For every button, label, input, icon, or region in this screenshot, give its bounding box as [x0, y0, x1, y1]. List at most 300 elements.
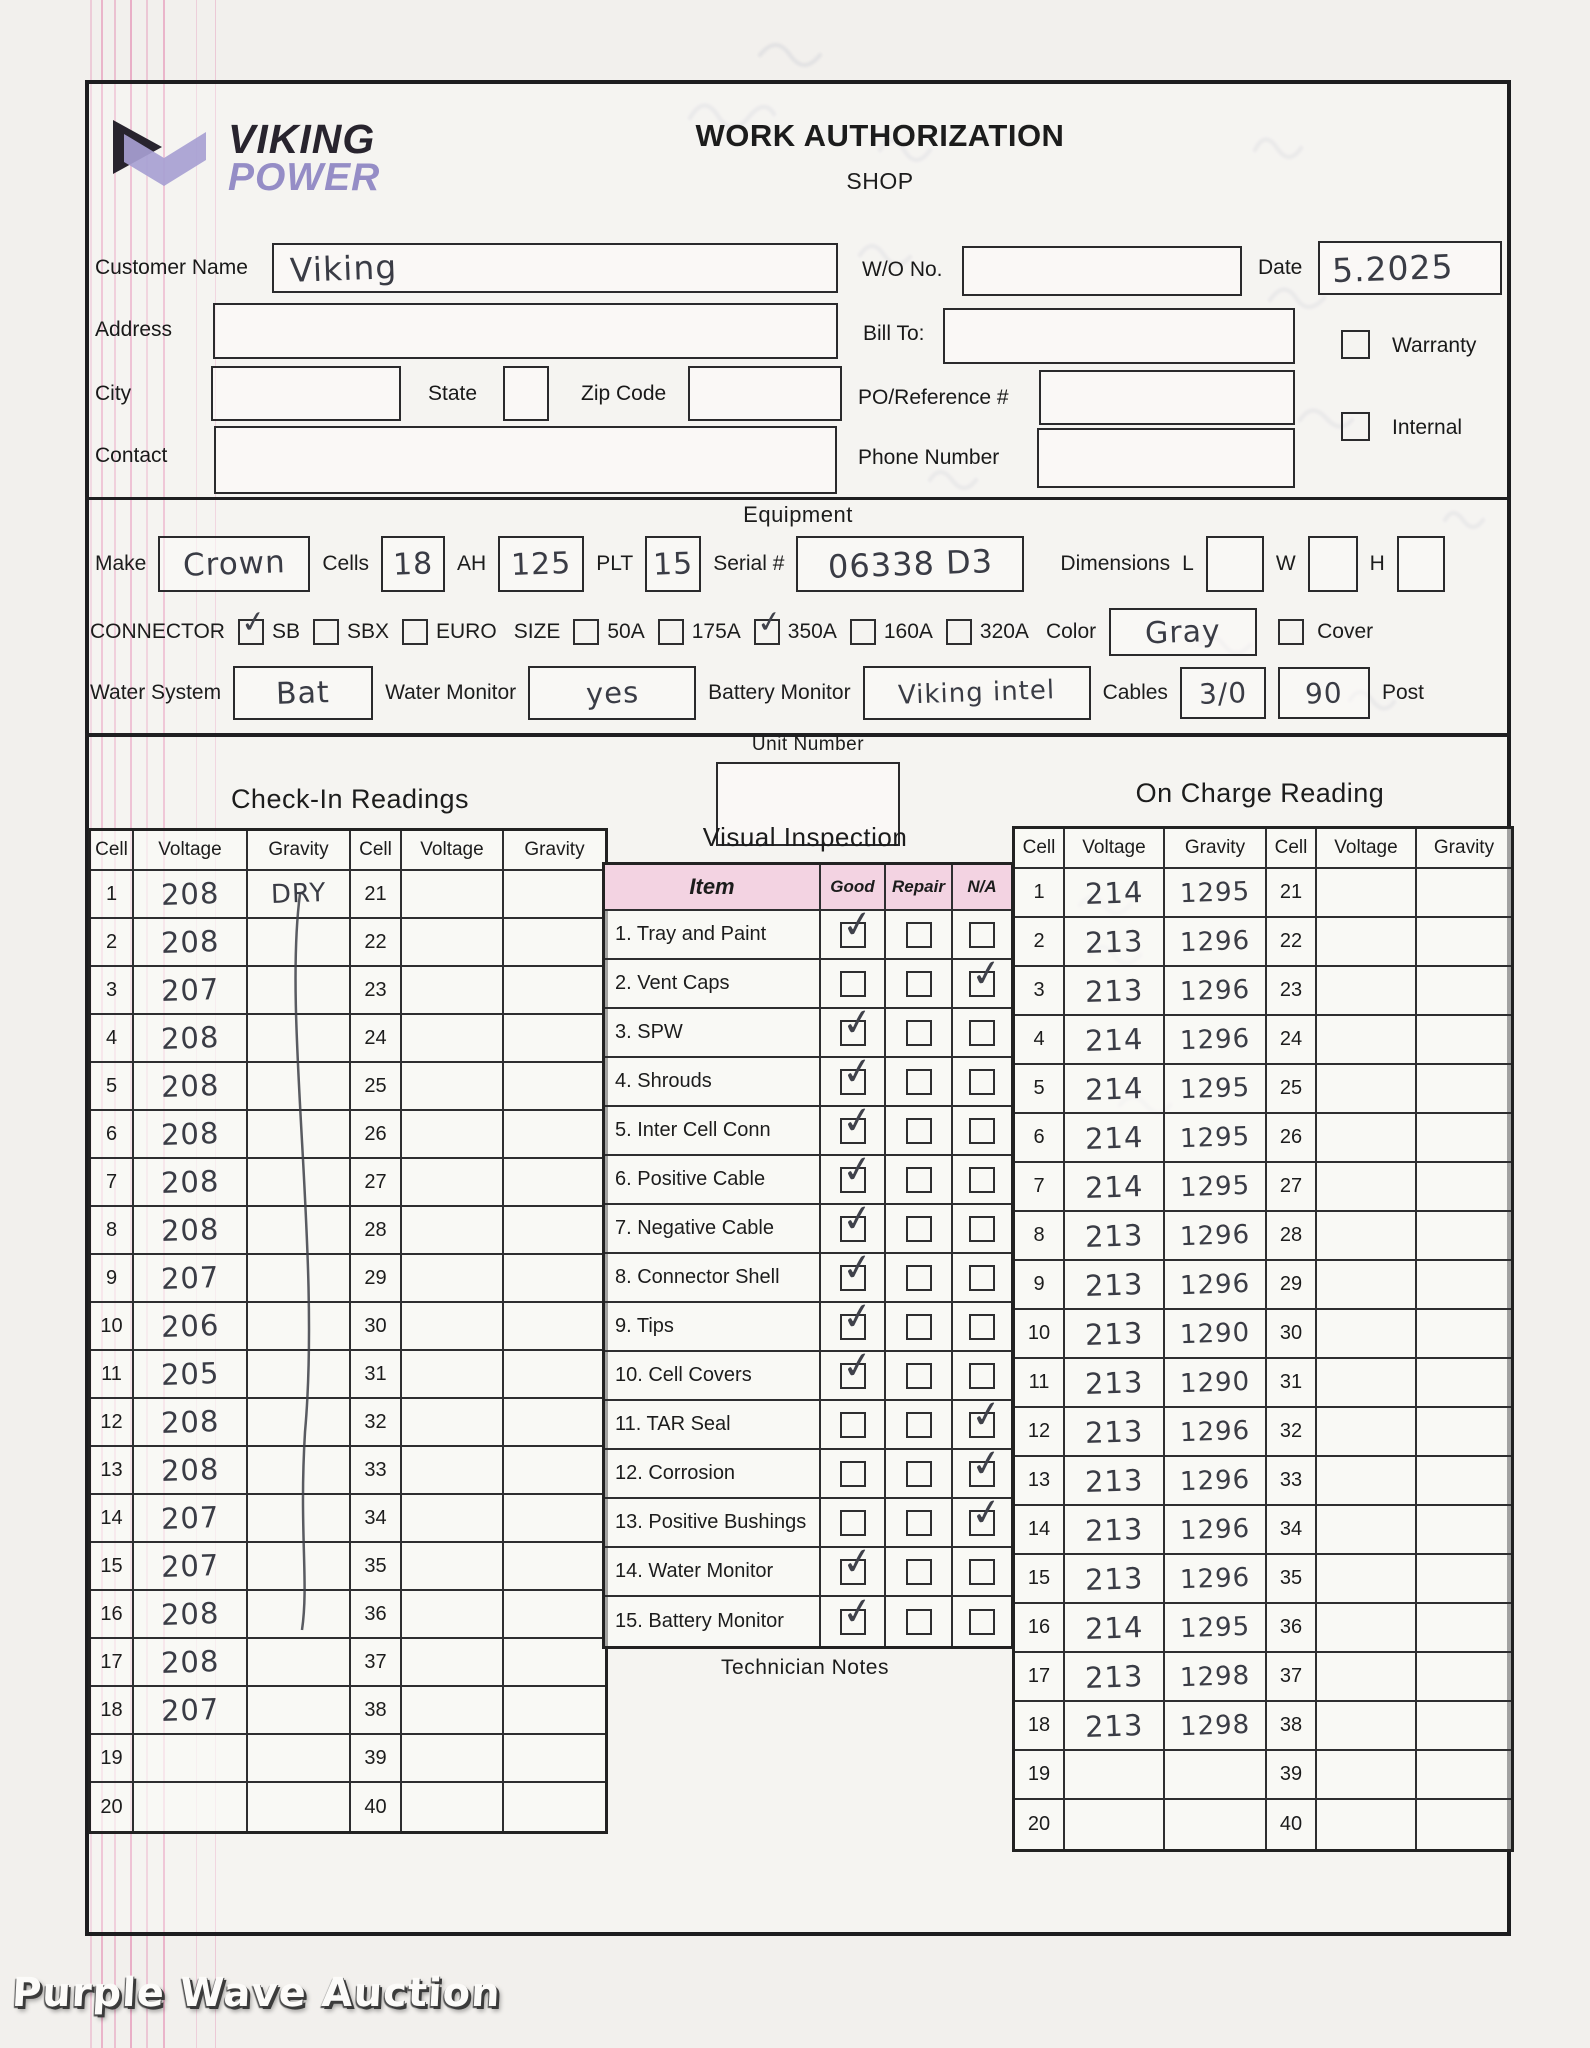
reading-value-cell: [1317, 1555, 1417, 1604]
cell-number: [1267, 1261, 1317, 1310]
date-field: [1318, 241, 1502, 295]
handwritten-reading: 1296: [1179, 974, 1251, 1007]
checkbox: [838, 1292, 876, 1340]
cell-number: [351, 1399, 402, 1447]
cells-field: [381, 536, 445, 592]
cell-number: [1267, 1506, 1317, 1555]
printed-cell-number: 24: [1279, 1028, 1303, 1050]
cell-number: [1267, 1359, 1317, 1408]
connector-option-euro: [402, 619, 497, 645]
checkin-readings-title: Check-In Readings: [230, 784, 470, 814]
cell-number: [1015, 1457, 1065, 1506]
reading-value-cell: [134, 1591, 248, 1639]
viking-power-logo-icon: [110, 112, 214, 204]
cell-number: [91, 1591, 134, 1639]
reading-value-cell: [1065, 1702, 1165, 1751]
reading-value-cell: [1417, 967, 1511, 1016]
reading-value-cell: [1165, 1457, 1267, 1506]
date-handwritten-value: 5.2025: [1331, 246, 1455, 290]
reading-value-cell: [402, 967, 504, 1015]
logo-text-viking: VIKING: [228, 116, 376, 162]
wo-number-label: W/O No.: [862, 258, 943, 281]
inspection-col-header: Good: [821, 865, 886, 911]
reading-value-cell: [1417, 1114, 1511, 1163]
customer-name-handwritten-value: Viking: [289, 246, 398, 290]
printed-cell-number: 39: [364, 1746, 387, 1769]
reading-value-cell: [1065, 1408, 1165, 1457]
checkbox: [906, 1118, 932, 1144]
printed-cell-number: 1: [1033, 881, 1045, 903]
reading-col-header: Voltage: [402, 831, 504, 871]
reading-value-cell: [504, 1639, 605, 1687]
option-label: 320A: [979, 620, 1029, 643]
printed-cell-number: 4: [1033, 1028, 1045, 1050]
reading-value-cell: [402, 1303, 504, 1351]
inspection-item-label: 15. Battery Monitor: [605, 1597, 821, 1646]
size-options: [573, 603, 1029, 645]
dimension-l-label: L: [1182, 552, 1194, 575]
printed-cell-number: 19: [1027, 1763, 1051, 1785]
handwritten-reading: 214: [1084, 1609, 1144, 1646]
bill-to-label: Bill To:: [863, 322, 925, 345]
printed-cell-number: 26: [1279, 1126, 1303, 1148]
inspection-cell-repair: [886, 1401, 953, 1450]
reading-value-cell: [1065, 1016, 1165, 1065]
reading-value-cell: [504, 1303, 605, 1351]
cell-number: [1267, 1653, 1317, 1702]
printed-cell-number: 14: [1027, 1518, 1051, 1540]
cell-number: [351, 1639, 402, 1687]
reading-col-header: Voltage: [1317, 829, 1417, 869]
visual-inspection-title: Visual Inspection: [702, 822, 908, 852]
water-system-field: [233, 666, 373, 720]
address-label: Address: [95, 318, 173, 341]
reading-value-cell: [248, 1447, 351, 1495]
cell-number: [91, 1063, 134, 1111]
inspection-item-label: 11. TAR Seal: [605, 1401, 821, 1450]
cell-number: [91, 1687, 134, 1735]
reading-value-cell: [134, 967, 248, 1015]
size-option-350a: [754, 603, 837, 645]
cell-number: [351, 1735, 402, 1783]
inspection-cell-repair: [886, 1009, 953, 1058]
checkbox: [840, 971, 866, 997]
color-field: [1109, 608, 1257, 656]
cell-number: [351, 1591, 402, 1639]
checkbox: [838, 1145, 876, 1193]
reading-value-cell: [1317, 1800, 1417, 1849]
cell-number: [91, 967, 134, 1015]
on-charge-reading-title: On Charge Reading: [1135, 778, 1385, 808]
reading-value-cell: [402, 1351, 504, 1399]
reading-value-cell: [134, 1255, 248, 1303]
printed-cell-number: 20: [100, 1795, 123, 1818]
reading-value-cell: [1065, 1310, 1165, 1359]
checkbox: [946, 619, 972, 645]
handwritten-checkmark: ✓: [838, 1145, 876, 1193]
cell-number: [351, 967, 402, 1015]
reading-value-cell: [1417, 1261, 1511, 1310]
reading-value-cell: [134, 1735, 248, 1783]
handwritten-reading: 1298: [1179, 1660, 1251, 1693]
reading-value-cell: [134, 1543, 248, 1591]
handwritten-reading: 1295: [1179, 1121, 1251, 1154]
reading-value-cell: [402, 871, 504, 919]
cell-number: [1267, 1408, 1317, 1457]
cell-number: [91, 871, 134, 919]
checkbox: [969, 1265, 995, 1291]
handwritten-reading: 213: [1084, 923, 1144, 960]
handwritten-reading: 208: [160, 1643, 220, 1681]
warranty-checkbox: [1341, 330, 1370, 359]
handwritten-reading: 208: [160, 1451, 220, 1489]
handwritten-reading: 206: [160, 1307, 220, 1345]
reading-value-cell: [504, 1015, 605, 1063]
cables-length-handwritten-value: 90: [1304, 675, 1344, 711]
printed-cell-number: 40: [1279, 1813, 1303, 1835]
checkbox: [969, 1020, 995, 1046]
handwritten-checkmark: ✓: [754, 603, 785, 642]
cell-number: [1267, 1212, 1317, 1261]
cell-number: [1015, 1016, 1065, 1065]
reading-value-cell: [1165, 1065, 1267, 1114]
printed-cell-number: 21: [1279, 881, 1303, 903]
cell-number: [1267, 1604, 1317, 1653]
cables-label: Cables: [1102, 681, 1168, 704]
dimension-l-field: [1206, 536, 1264, 592]
reading-value-cell: [248, 1015, 351, 1063]
cell-number: [91, 1255, 134, 1303]
dimension-w-label: W: [1275, 552, 1296, 575]
handwritten-reading: 213: [1084, 1462, 1144, 1499]
reading-value-cell: [1417, 1065, 1511, 1114]
size-option-160a: [850, 619, 933, 645]
printed-cell-number: 9: [1033, 1273, 1045, 1295]
reading-value-cell: [1317, 1604, 1417, 1653]
connector-option-sb: [238, 603, 300, 645]
reading-value-cell: [1165, 1359, 1267, 1408]
reading-col-header: Gravity: [248, 831, 351, 871]
printed-cell-number: 32: [1279, 1420, 1303, 1442]
reading-value-cell: [248, 1255, 351, 1303]
cell-number: [351, 1015, 402, 1063]
inspection-cell-good: [821, 900, 886, 960]
handwritten-checkmark: ✓: [968, 1439, 1005, 1487]
cell-number: [1015, 1604, 1065, 1653]
inspection-cell-repair: [886, 1548, 953, 1597]
cell-number: [351, 1111, 402, 1159]
cell-number: [91, 1399, 134, 1447]
size-option-320a: [946, 619, 1029, 645]
cell-number: [351, 1687, 402, 1735]
cell-number: [91, 1303, 134, 1351]
reading-value-cell: [248, 1063, 351, 1111]
reading-value-cell: [1165, 1800, 1267, 1849]
checkbox: [969, 1167, 995, 1193]
contact-field: [214, 426, 837, 494]
reading-col-header: Cell: [91, 831, 134, 871]
cell-number: [1015, 1653, 1065, 1702]
ah-handwritten-value: 125: [510, 545, 572, 583]
water-monitor-field: [528, 666, 696, 720]
reading-value-cell: [1165, 1408, 1267, 1457]
reading-value-cell: [402, 1255, 504, 1303]
inspection-item-label: 9. Tips: [605, 1303, 821, 1352]
contact-label: Contact: [95, 444, 168, 467]
reading-value-cell: [504, 1111, 605, 1159]
reading-value-cell: [248, 1495, 351, 1543]
printed-cell-number: 25: [1279, 1077, 1303, 1099]
reading-value-cell: [1165, 1016, 1267, 1065]
post-label: Post: [1381, 681, 1424, 704]
city-label: City: [95, 382, 132, 405]
make-field: [158, 536, 310, 592]
inspection-item-label: 14. Water Monitor: [605, 1548, 821, 1597]
printed-cell-number: 15: [1027, 1567, 1051, 1589]
printed-cell-number: 18: [100, 1698, 123, 1721]
handwritten-reading: 213: [1084, 1413, 1144, 1450]
checkbox: [969, 1118, 995, 1144]
reading-value-cell: [134, 871, 248, 919]
phone-number-field: [1037, 428, 1295, 488]
printed-cell-number: 22: [1279, 930, 1303, 952]
reading-value-cell: [402, 1735, 504, 1783]
handwritten-reading: 1296: [1179, 1513, 1251, 1546]
state-label: State: [428, 382, 478, 405]
reading-value-cell: [134, 1783, 248, 1831]
printed-cell-number: 33: [1279, 1469, 1303, 1491]
printed-cell-number: 2: [1033, 930, 1045, 952]
reading-value-cell: [1417, 1310, 1511, 1359]
printed-cell-number: 23: [1279, 979, 1303, 1001]
visual-inspection-table: [602, 862, 1014, 1649]
printed-cell-number: 7: [1033, 1175, 1045, 1197]
handwritten-checkmark: ✓: [838, 1194, 876, 1242]
reading-value-cell: [248, 1207, 351, 1255]
reading-value-cell: [248, 871, 351, 919]
checkbox: [658, 619, 684, 645]
handwritten-reading: 208: [160, 923, 220, 961]
printed-cell-number: 35: [364, 1554, 387, 1577]
printed-cell-number: 19: [100, 1746, 123, 1769]
handwritten-checkmark: ✓: [968, 1488, 1005, 1536]
handwritten-reading: 213: [1084, 1511, 1144, 1548]
dimension-h-field: [1397, 536, 1445, 592]
checkbox: [969, 922, 995, 948]
handwritten-reading: 208: [160, 1211, 220, 1249]
cell-number: [1267, 1310, 1317, 1359]
cell-number: [1015, 1359, 1065, 1408]
reading-value-cell: [504, 1495, 605, 1543]
form-subtitle: SHOP: [846, 168, 914, 194]
handwritten-reading: 208: [160, 1115, 220, 1153]
printed-cell-number: 25: [364, 1074, 387, 1097]
checkbox: [968, 1488, 1005, 1536]
reading-value-cell: [1165, 1751, 1267, 1800]
size-option-175a: [658, 619, 741, 645]
cell-number: [351, 1495, 402, 1543]
printed-cell-number: 37: [364, 1650, 387, 1673]
checkbox: [968, 949, 1005, 997]
checkbox: [840, 1412, 866, 1438]
unit-number-label: Unit Number: [751, 734, 865, 755]
printed-cell-number: 6: [1033, 1126, 1045, 1148]
ah-field: [498, 536, 584, 592]
handwritten-reading: 208: [160, 875, 220, 913]
cell-number: [1015, 869, 1065, 918]
option-label: SB: [271, 620, 300, 643]
reading-value-cell: [1165, 1212, 1267, 1261]
reading-value-cell: [402, 1543, 504, 1591]
printed-cell-number: 27: [1279, 1175, 1303, 1197]
printed-cell-number: 13: [1027, 1469, 1051, 1491]
reading-value-cell: [1165, 1653, 1267, 1702]
printed-cell-number: 15: [100, 1554, 123, 1577]
handwritten-reading: 1296: [1179, 1415, 1251, 1448]
reading-value-cell: [1417, 918, 1511, 967]
reading-value-cell: [1417, 1408, 1511, 1457]
reading-value-cell: [1417, 1751, 1511, 1800]
reading-value-cell: [504, 1591, 605, 1639]
inspection-cell-na: [953, 1009, 1011, 1058]
printed-cell-number: 4: [105, 1026, 118, 1049]
handwritten-reading: 1295: [1179, 1072, 1251, 1105]
water-system-handwritten-value: Bat: [275, 674, 331, 712]
handwritten-reading: 207: [160, 971, 220, 1009]
cell-number: [1015, 1408, 1065, 1457]
reading-col-header: Gravity: [504, 831, 605, 871]
reading-value-cell: [1165, 1114, 1267, 1163]
inspection-cell-repair: [886, 1597, 953, 1646]
city-field: [211, 366, 401, 421]
reading-value-cell: [1065, 1261, 1165, 1310]
reading-value-cell: [134, 1495, 248, 1543]
reading-value-cell: [1065, 1751, 1165, 1800]
inspection-item-label: 1. Tray and Paint: [605, 911, 821, 960]
checkbox: [838, 1341, 876, 1389]
cables-length-field: [1278, 667, 1370, 719]
printed-cell-number: 5: [1033, 1077, 1045, 1099]
handwritten-reading: 1295: [1179, 876, 1251, 909]
inspection-cell-good: [821, 1401, 886, 1450]
printed-cell-number: 28: [1279, 1224, 1303, 1246]
reading-value-cell: [1065, 1800, 1165, 1849]
printed-cell-number: 39: [1279, 1763, 1303, 1785]
cables-gauge-handwritten-value: 3/0: [1198, 675, 1248, 711]
water-system-row: [90, 666, 1424, 720]
reading-value-cell: [504, 871, 605, 919]
reading-col-header: Cell: [351, 831, 402, 871]
checkbox: [906, 1265, 932, 1291]
reading-value-cell: [134, 1111, 248, 1159]
reading-value-cell: [1165, 1163, 1267, 1212]
logo-text-power: POWER: [228, 155, 381, 199]
handwritten-reading: 205: [160, 1355, 220, 1393]
reading-value-cell: [134, 1303, 248, 1351]
printed-cell-number: 29: [1279, 1273, 1303, 1295]
reading-value-cell: [134, 919, 248, 967]
checkbox: [906, 1167, 932, 1193]
reading-value-cell: [1417, 1555, 1511, 1604]
reading-value-cell: [134, 1447, 248, 1495]
reading-value-cell: [248, 1351, 351, 1399]
printed-cell-number: 21: [364, 882, 387, 905]
handwritten-reading: 207: [160, 1259, 220, 1297]
reading-value-cell: [248, 1735, 351, 1783]
handwritten-reading: 1296: [1179, 1562, 1251, 1595]
reading-value-cell: [134, 1639, 248, 1687]
printed-cell-number: 5: [105, 1074, 118, 1097]
reading-value-cell: [1065, 918, 1165, 967]
printed-cell-number: 8: [105, 1218, 118, 1241]
inspection-item-label: 3. SPW: [605, 1009, 821, 1058]
connector-option-sbx: [313, 619, 389, 645]
handwritten-checkmark: ✓: [838, 1341, 876, 1389]
reading-value-cell: [1165, 1506, 1267, 1555]
size-label: SIZE: [513, 620, 561, 643]
reading-value-cell: [1317, 1114, 1417, 1163]
reading-value-cell: [504, 1735, 605, 1783]
cell-number: [1015, 1555, 1065, 1604]
make-handwritten-value: Crown: [182, 544, 287, 584]
handwritten-reading: 1295: [1179, 1611, 1251, 1644]
checkbox: [838, 1047, 876, 1095]
handwritten-reading: 207: [160, 1499, 220, 1537]
cell-number: [1015, 1310, 1065, 1359]
cell-number: [1267, 1800, 1317, 1849]
checkbox: [906, 1363, 932, 1389]
checkbox: [969, 1559, 995, 1585]
water-monitor-label: Water Monitor: [385, 681, 517, 704]
inspection-cell-good: [821, 1450, 886, 1499]
cell-number: [351, 1159, 402, 1207]
printed-cell-number: 32: [364, 1410, 387, 1433]
cover-label: Cover: [1317, 620, 1374, 643]
inspection-cell-na: [953, 1058, 1011, 1107]
reading-value-cell: [1417, 1653, 1511, 1702]
inspection-cell-na: [953, 1597, 1011, 1646]
printed-cell-number: 10: [100, 1314, 123, 1337]
cell-number: [351, 1063, 402, 1111]
reading-value-cell: [402, 1063, 504, 1111]
inspection-cell-repair: [886, 1254, 953, 1303]
handwritten-reading: 214: [1084, 1168, 1144, 1205]
checkbox: [906, 1609, 932, 1635]
option-label: SBX: [346, 620, 389, 643]
printed-cell-number: 24: [364, 1026, 387, 1049]
address-field: [213, 303, 838, 359]
handwritten-reading: 1296: [1179, 1268, 1251, 1301]
handwritten-reading: 208: [160, 1595, 220, 1633]
handwritten-reading: 1296: [1179, 1219, 1251, 1252]
cell-number: [91, 1783, 134, 1831]
printed-cell-number: 37: [1279, 1665, 1303, 1687]
handwritten-reading: 207: [160, 1691, 220, 1729]
reading-value-cell: [1065, 1555, 1165, 1604]
reading-value-cell: [1417, 1702, 1511, 1751]
checkbox: [969, 1069, 995, 1095]
cell-number: [351, 1255, 402, 1303]
option-label: 50A: [607, 620, 645, 643]
reading-value-cell: [1317, 1506, 1417, 1555]
checkbox: [906, 1461, 932, 1487]
printed-cell-number: 18: [1027, 1714, 1051, 1736]
printed-cell-number: 33: [364, 1458, 387, 1481]
reading-value-cell: [402, 1159, 504, 1207]
serial-label: Serial #: [713, 552, 785, 575]
printed-cell-number: 38: [1279, 1714, 1303, 1736]
checkbox: [840, 1510, 866, 1536]
